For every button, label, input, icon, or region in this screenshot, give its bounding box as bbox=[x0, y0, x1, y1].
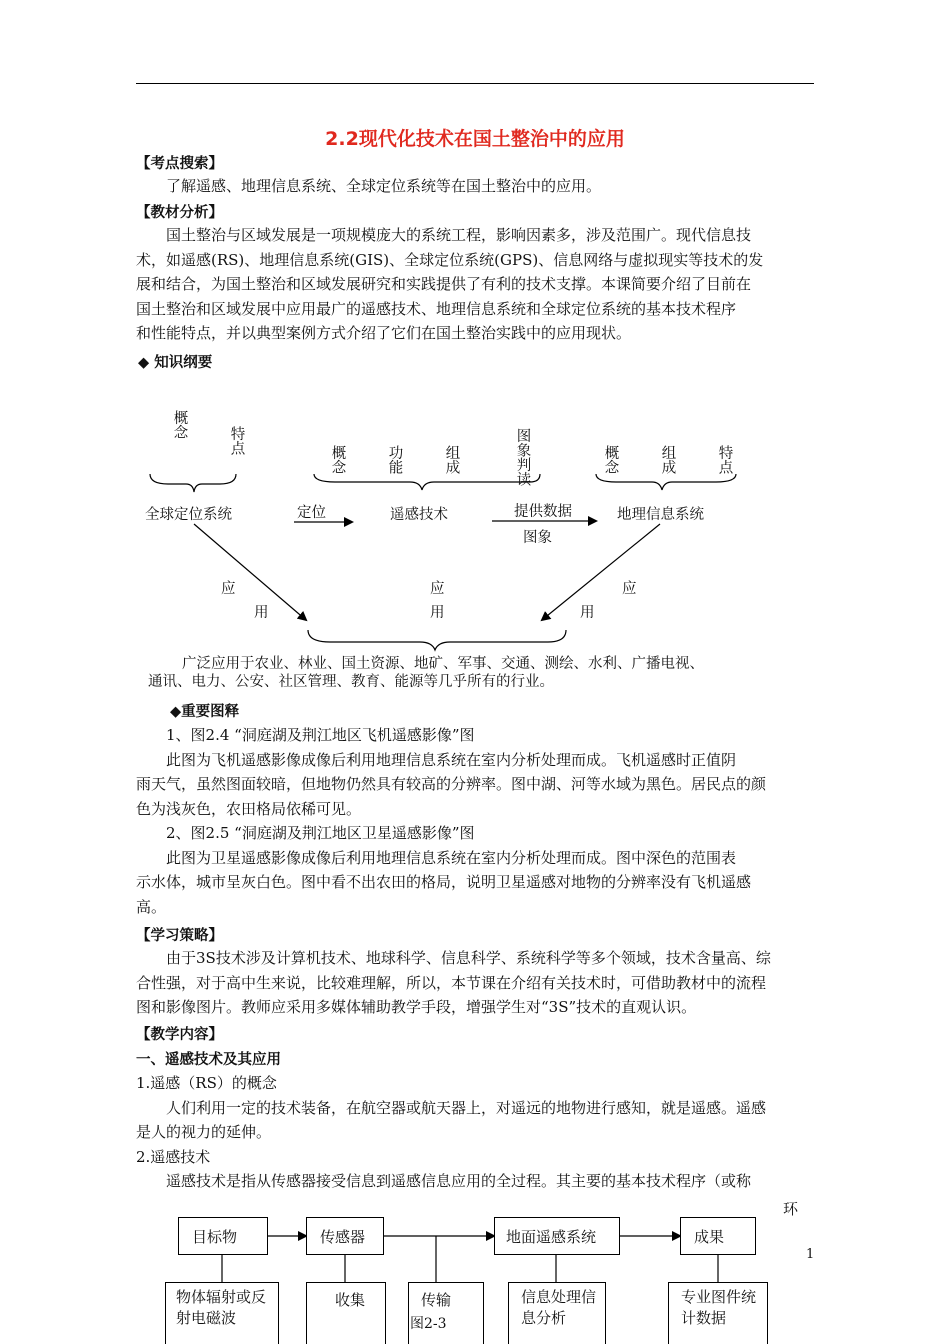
text-line: 展和结合，为国土整治和区域发展研究和实践提供了有利的技术支撑。本课简要介绍了目前在 bbox=[136, 275, 752, 293]
heading-textbook-analysis: 【教材分析】 bbox=[136, 205, 223, 221]
apply-left-a: 应 bbox=[221, 581, 236, 597]
text-line: 高。 bbox=[136, 897, 167, 916]
apply-mid-a: 应 bbox=[430, 581, 445, 597]
node-rs: 遥感技术 bbox=[390, 507, 448, 523]
flow-box-products: 专业图件统计数据 bbox=[668, 1282, 768, 1344]
text-line: 图和影像图片。教师应采用多媒体辅助教学手段，增强学生对“3S”技术的直观认识。 bbox=[136, 998, 697, 1016]
flow-box-processing: 信息处理信息分析 bbox=[508, 1282, 606, 1344]
gis-sub-composition: 组成 bbox=[659, 445, 676, 474]
text-line: 和性能特点，并以典型案例方式介绍了它们在国土整治实践中的应用现状。 bbox=[136, 324, 632, 342]
gps-sub-feature: 特点 bbox=[228, 426, 245, 455]
flow-box-sensor: 传感器 bbox=[306, 1217, 384, 1255]
text-line: 合性强，对于高中生来说，比较难理解，所以，本节课在介绍有关技术时，可借助教材中的流程 bbox=[136, 973, 767, 992]
flow-box-collect: 收集 bbox=[306, 1282, 386, 1344]
rs-sub-concept: 概念 bbox=[329, 445, 346, 474]
text-tail: 环 bbox=[783, 1200, 799, 1218]
text-line: 雨天气，虽然图面较暗，但地物仍然具有较高的分辨率。图中湖、河等水域为黑色。居民点的颜 bbox=[136, 775, 767, 793]
rs-sub-image-interpretation: 图象判读 bbox=[514, 428, 531, 486]
flow-box-radiation: 物体辐射或反射电磁波 bbox=[165, 1282, 279, 1344]
flow-caption: 图2-3 bbox=[410, 1313, 447, 1333]
apply-right-b: 用 bbox=[580, 605, 595, 621]
section-rs-applications: 一、遥感技术及其应用 bbox=[136, 1052, 281, 1068]
page-title: 2.2现代化技术在国土整治中的应用 bbox=[325, 128, 625, 150]
label-provide-data: 提供数据 bbox=[514, 504, 572, 520]
text-line: 遥感技术是指从传感器接受信息到遥感信息应用的全过程。其主要的基本技术程序（或称 bbox=[166, 1172, 752, 1190]
text-line: 示水体，城市呈灰白色。图中看不出农田的格局，说明卫星遥感对地物的分辨率没有飞机遥感 bbox=[136, 873, 752, 891]
exam-points-text: 了解遥感、地理信息系统、全球定位系统等在国土整治中的应用。 bbox=[166, 177, 602, 195]
node-gis: 地理信息系统 bbox=[617, 507, 704, 523]
rs-sub-function: 功能 bbox=[386, 445, 403, 474]
label-image: 图象 bbox=[523, 530, 552, 546]
apply-left-b: 用 bbox=[254, 605, 269, 621]
heading-learning-strategy: 【学习策略】 bbox=[136, 928, 223, 944]
heading-teaching-content: 【教学内容】 bbox=[136, 1027, 223, 1043]
heading-knowledge-outline: ◆ 知识纲要 bbox=[138, 355, 213, 371]
summary-line-1: 广泛应用于农业、林业、国土资源、地矿、军事、交通、测绘、水利、广播电视、 bbox=[182, 656, 704, 672]
flow-box-target: 目标物 bbox=[178, 1217, 268, 1255]
gis-sub-feature: 特点 bbox=[716, 445, 733, 474]
text-line: 此图为飞机遥感影像成像后利用地理信息系统在室内分析处理而成。飞机遥感时正值阴 bbox=[166, 750, 737, 769]
label-positioning: 定位 bbox=[297, 505, 326, 521]
figure-item-1: 1、图2.4 “洞庭湖及荆江地区飞机遥感影像”图 bbox=[166, 726, 475, 744]
summary-line-2: 通讯、电力、公安、社区管理、教育、能源等几乎所有的行业。 bbox=[148, 674, 554, 690]
text-line: 术，如遥感(RS)、地理信息系统(GIS)、全球定位系统(GPS)、信息网络与虚拟现实等技术的发 bbox=[136, 250, 764, 269]
node-gps: 全球定位系统 bbox=[145, 507, 232, 523]
figure-item-2: 2、图2.5 “洞庭湖及荆江地区卫星遥感影像”图 bbox=[166, 824, 475, 842]
gps-sub-concept: 概念 bbox=[171, 410, 188, 439]
heading-important-figures: ◆重要图释 bbox=[170, 704, 240, 720]
subheading-rs-concept: 1.遥感（RS）的概念 bbox=[136, 1074, 277, 1092]
text-line: 人们利用一定的技术装备，在航空器或航天器上，对遥远的地物进行感知，就是遥感。遥感 bbox=[166, 1098, 767, 1117]
text-line: 色为浅灰色，农田格局依稀可见。 bbox=[136, 799, 362, 818]
rs-sub-composition: 组成 bbox=[443, 445, 460, 474]
text-line: 是人的视力的延伸。 bbox=[136, 1123, 272, 1141]
heading-exam-points: 【考点搜索】 bbox=[136, 156, 223, 172]
page-number: 1 bbox=[806, 1247, 815, 1262]
text-line: 国土整治与区域发展是一项规模庞大的系统工程，影响因素多，涉及范围广。现代信息技 bbox=[166, 226, 752, 244]
gis-sub-concept: 概念 bbox=[602, 445, 619, 474]
apply-mid-b: 用 bbox=[430, 605, 445, 621]
subheading-rs-technology: 2.遥感技术 bbox=[136, 1147, 211, 1166]
flow-box-transmit: 传输 bbox=[408, 1282, 484, 1344]
apply-right-a: 应 bbox=[622, 581, 637, 597]
text-line: 此图为卫星遥感影像成像后利用地理信息系统在室内分析处理而成。图中深色的范围表 bbox=[166, 848, 737, 867]
text-line: 国土整治和区域发展中应用最广的遥感技术、地理信息系统和全球定位系统的基本技术程序 bbox=[136, 299, 737, 318]
flow-box-ground-system: 地面遥感系统 bbox=[494, 1217, 620, 1255]
flow-box-result: 成果 bbox=[680, 1217, 756, 1255]
text-line: 由于3S技术涉及计算机技术、地球科学、信息科学、系统科学等多个领域，技术含量高、综 bbox=[166, 949, 771, 967]
